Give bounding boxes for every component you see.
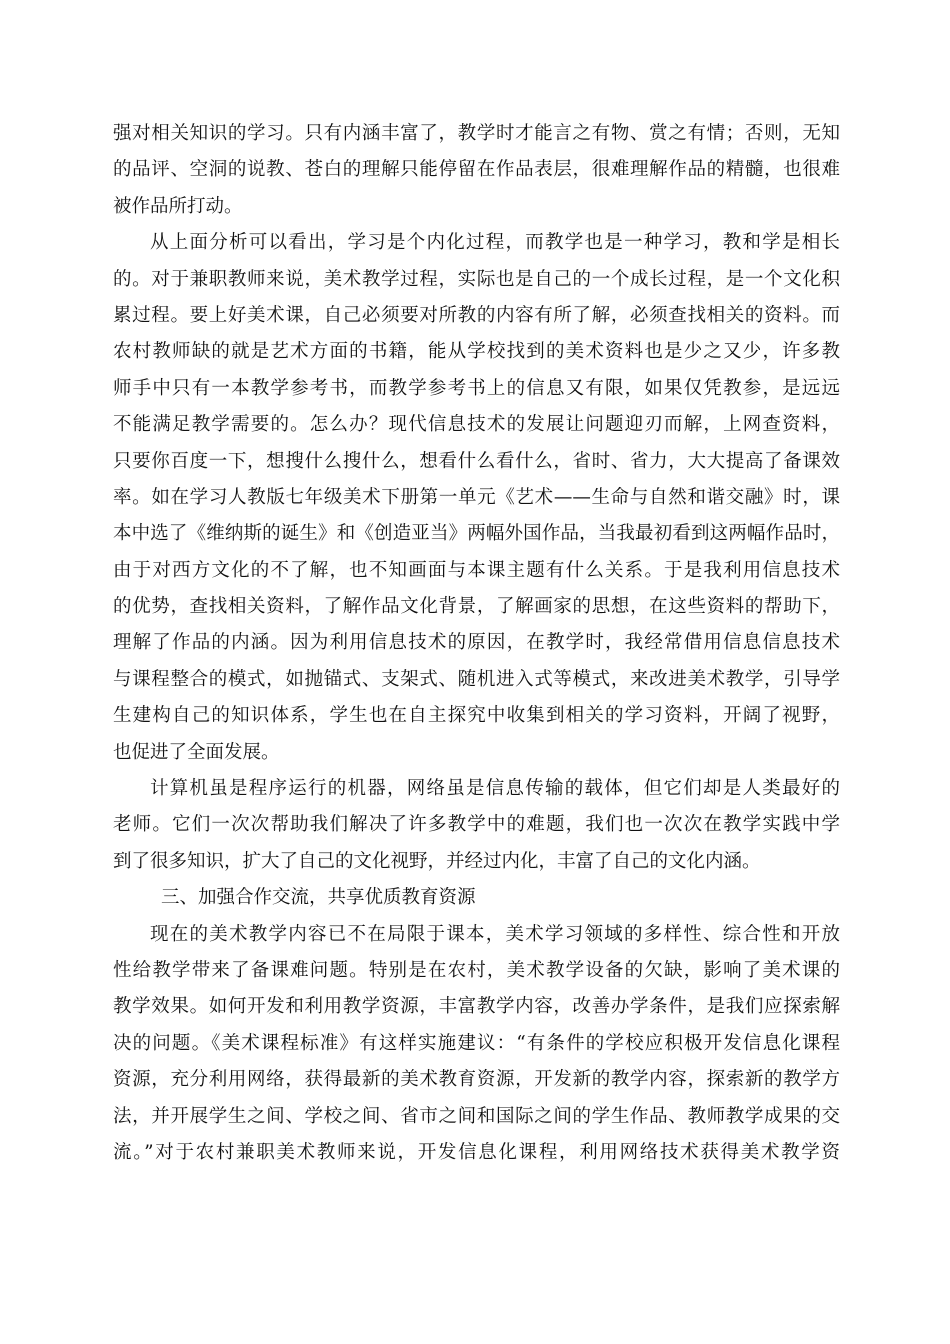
text-line: 累过程。要上好美术课，自己必须要对所教的内容有所了解，必须查找相关的资料。而 [113,304,840,326]
text-line: 的品评、空洞的说教、苍白的理解只能停留在作品表层，很难理解作品的精髓，也很难 [113,159,840,181]
text-line: 的。对于兼职教师来说，美术教学过程，实际也是自己的一个成长过程，是一个文化积 [113,268,840,290]
text-line: 性给教学带来了备课难问题。特别是在农村，美术教学设备的欠缺，影响了美术课的 [113,959,840,981]
text-line: 由于对西方文化的不了解，也不知画面与本课主题有什么关系。于是我利用信息技术 [113,559,840,581]
text-line: 生建构自己的知识体系，学生也在自主探究中收集到相关的学习资料，开阔了视野， [113,705,840,727]
text-line: 师手中只有一本教学参考书，而教学参考书上的信息又有限，如果仅凭教参，是远远 [113,377,840,399]
text-line: 法，并开展学生之间、学校之间、省市之间和国际之间的学生作品、教师教学成果的交 [113,1105,840,1127]
text-line: 也促进了全面发展。 [113,741,280,763]
paragraph-first-line: 现在的美术教学内容已不在局限于课本，美术学习领域的多样性、综合性和开放 [150,923,840,945]
text-line: 理解了作品的内涵。因为利用信息技术的原因，在教学时，我经常借用信息信息技术 [113,632,840,654]
text-line: 决的问题。《美术课程标准》有这样实施建议：“有条件的学校应积极开发信息化课程 [113,1032,840,1054]
text-line: 与课程整合的模式，如抛锚式、支架式、随机进入式等模式，来改进美术教学，引导学 [113,668,840,690]
paragraph-first-line: 从上面分析可以看出，学习是个内化过程，而教学也是一种学习，教和学是相长 [150,232,840,254]
text-line: 本中选了《维纳斯的诞生》和《创造亚当》两幅外国作品，当我最初看到这两幅作品时， [113,523,840,545]
section-heading: 三、加强合作交流，共享优质教育资源 [161,887,476,909]
text-line: 被作品所打动。 [113,195,243,217]
text-line: 资源，充分利用网络，获得最新的美术教育资源，开发新的教学内容，探索新的教学方 [113,1069,840,1091]
document-body [113,116,840,1171]
paragraph-first-line: 计算机虽是程序运行的机器，网络虽是信息传输的载体，但它们却是人类最好的 [150,778,840,800]
text-line: 强对相关知识的学习。只有内涵丰富了，教学时才能言之有物、赏之有情；否则，无知 [113,123,840,144]
text-line: 只要你百度一下，想搜什么搜什么，想看什么看什么，省时、省力，大大提高了备课效 [113,450,840,472]
text-line: 老师。它们一次次帮助我们解决了许多教学中的难题，我们也一次次在教学实践中学 [113,814,840,836]
text-line: 率。如在学习人教版七年级美术下册第一单元《艺术——生命与自然和谐交融》时，课 [113,486,840,508]
text-line: 流。”对于农村兼职美术教师来说，开发信息化课程，利用网络技术获得美术教学资 [113,1141,840,1163]
text-line: 的优势，查找相关资料，了解作品文化背景，了解画家的思想，在这些资料的帮助下， [113,596,840,618]
text-line: 教学效果。如何开发和利用教学资源，丰富教学内容，改善办学条件，是我们应探索解 [113,996,840,1018]
text-line: 到了很多知识，扩大了自己的文化视野，并经过内化，丰富了自己的文化内涵。 [113,850,761,872]
text-line: 农村教师缺的就是艺术方面的书籍，能从学校找到的美术资料也是少之又少，许多教 [113,341,840,363]
text-line: 不能满足教学需要的。怎么办？现代信息技术的发展让问题迎刃而解，上网查资料， [113,414,840,436]
